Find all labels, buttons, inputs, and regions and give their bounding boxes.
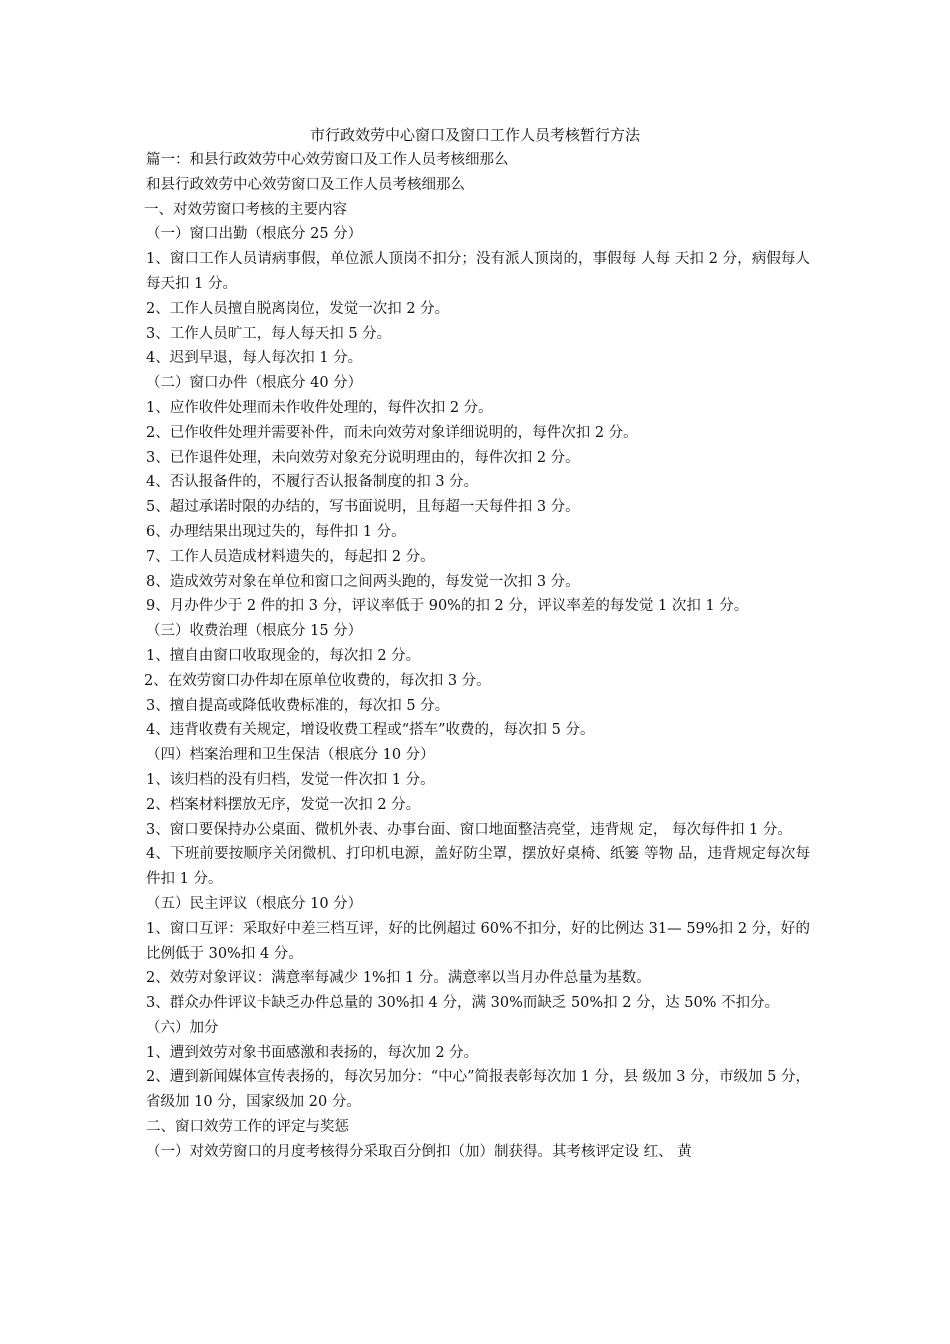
paragraph: 2、在效劳窗口办件却在原单位收费的，每次扣 3 分。 (144, 672, 491, 689)
paragraph: 2、工作人员擅自脱离岗位，发觉一次扣 2 分。 (146, 300, 450, 317)
subsection-heading: （三）收费治理（根底分 15 分） (146, 623, 363, 640)
paragraph: 3、群众办件评议卡缺乏办件总量的 30%扣 4 分，满 30%而缺乏 50%扣 2 分，达 50% 不扣分。 (146, 995, 780, 1012)
paragraph: 2、档案材料摆放无序，发觉一次扣 2 分。 (146, 796, 421, 813)
paragraph: 1、遭到效劳对象书面感激和表扬的，每次加 2 分。 (146, 1044, 479, 1061)
subsection-heading: （四）档案治理和卫生保洁（根底分 10 分） (146, 747, 435, 764)
paragraph: 3、工作人员旷工，每人每天扣 5 分。 (146, 325, 392, 342)
subsection-heading: （五）民主评议（根底分 10 分） (146, 895, 363, 912)
document-body (146, 148, 810, 1165)
section-heading: 二、窗口效劳工作的评定与奖惩 (146, 1119, 349, 1136)
subsection-heading: （六）加分 (146, 1019, 219, 1036)
paragraph: 4、下班前要按顺序关闭微机、打印机电源，盖好防尘罩，摆放好桌椅、纸篓 等物 品，违背规定每次每件扣 1 分。 (146, 846, 810, 888)
paragraph: 1、窗口工作人员请病事假，单位派人顶岗不扣分；没有派人顶岗的，事假每 人每 天扣 2 分，病假每人每天扣 1 分。 (146, 251, 810, 292)
paragraph: 9、月办件少于 2 件的扣 3 分，评议率低于 90%的扣 2 分，评议率差的每发觉 1 次扣 1 分。 (146, 598, 749, 615)
subtitle-line: 和县行政效劳中心效劳窗口及工作人员考核细那么 (146, 176, 465, 193)
paragraph: 2、遭到新闻媒体宣传表扬的，每次另加分：“中心”简报表彰每次加 1 分，县 级加 3 分，市级加 5 分，省级加 10 分，国家级加 20 分。 (146, 1069, 810, 1111)
paragraph: 3、已作退件处理，未向效劳对象充分说明理由的，每件次扣 2 分。 (146, 449, 580, 466)
paragraph: 2、效劳对象评议：满意率每减少 1%扣 1 分。满意率以当月办件总量为基数。 (146, 970, 651, 987)
document-title: 市行政效劳中心窗口及窗口工作人员考核暂行方法 (309, 126, 640, 144)
subsection-heading: （二）窗口办件（根底分 40 分） (146, 375, 363, 392)
paragraph: 4、迟到早退，每人每次扣 1 分。 (146, 350, 363, 367)
section-heading: 一、对效劳窗口考核的主要内容 (144, 201, 347, 218)
paragraph: 1、应作收件处理而未作收件处理的，每件次扣 2 分。 (146, 399, 493, 416)
paragraph: 1、窗口互评：采取好中差三档互评，好的比例超过 60%不扣分，好的比例达 31— 59%扣 2 分，好的比例低于 30%扣 4 分。 (146, 920, 810, 962)
paragraph: 3、窗口要保持办公桌面、微机外表、办事台面、窗口地面整洁亮堂，违背规 定， 每次每件扣 1 分。 (146, 821, 792, 838)
paragraph: 8、造成效劳对象在单位和窗口之间两头跑的，每发觉一次扣 3 分。 (146, 573, 580, 590)
subtitle-line: 篇一：和县行政效劳中心效劳窗口及工作人员考核细那么 (146, 152, 509, 168)
paragraph: 1、该归档的没有归档，发觉一件次扣 1 分。 (146, 771, 435, 788)
subsection-heading: （一）对效劳窗口的月度考核得分采取百分倒扣（加）制获得。其考核评定设 红、 黄 (146, 1143, 692, 1160)
paragraph: 3、擅自提高或降低收费标准的，每次扣 5 分。 (146, 697, 450, 714)
paragraph: 4、否认报备件的，不履行否认报备制度的扣 3 分。 (146, 474, 479, 491)
paragraph: 2、已作收件处理并需要补件，而未向效劳对象详细说明的，每件次扣 2 分。 (146, 424, 638, 441)
paragraph: 4、违背收费有关规定，增设收费工程或“搭车”收费的，每次扣 5 分。 (146, 722, 595, 739)
paragraph: 7、工作人员造成材料遗失的，每起扣 2 分。 (146, 548, 435, 565)
paragraph: 6、办理结果出现过失的，每件扣 1 分。 (146, 523, 406, 540)
subsection-heading: （一）窗口出勤（根底分 25 分） (146, 226, 363, 243)
paragraph: 1、擅自由窗口收取现金的，每次扣 2 分。 (146, 647, 421, 664)
paragraph: 5、超过承诺时限的办结的，写书面说明，且每超一天每件扣 3 分。 (146, 499, 580, 516)
